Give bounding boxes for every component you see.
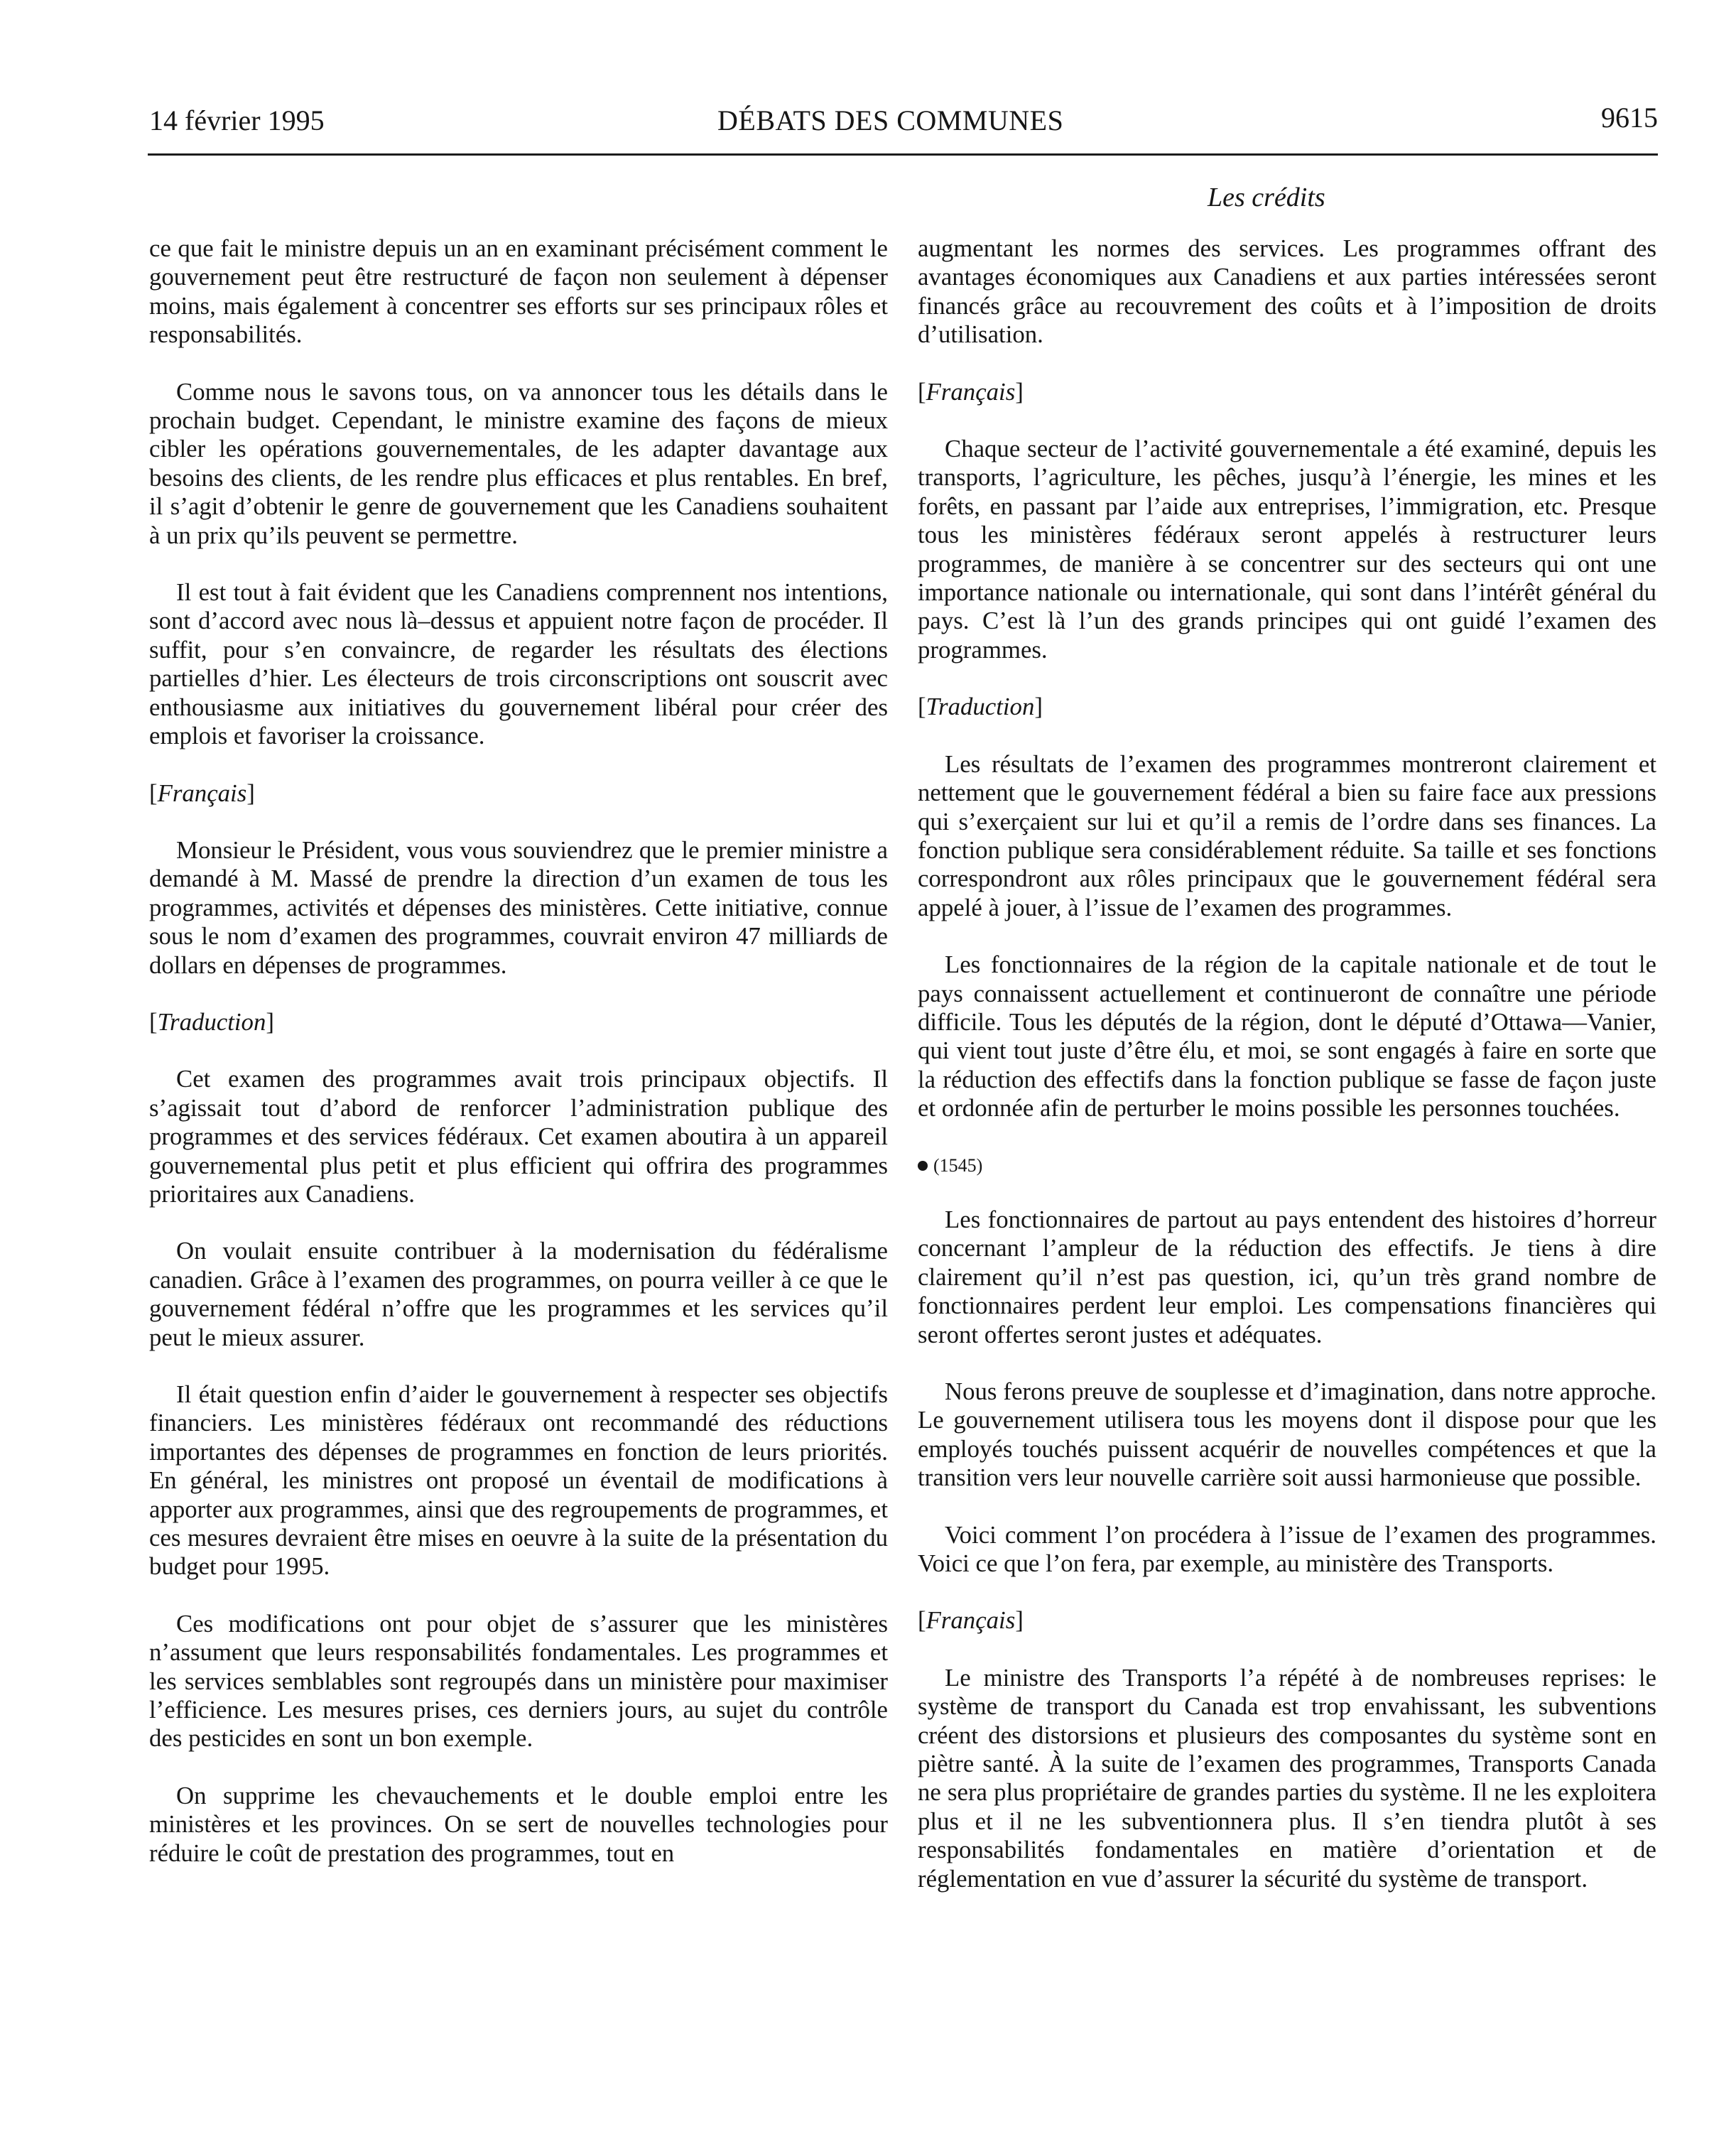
paragraph: Les fonctionnaires de la région de la capitale nationale et de tout le pays connaissent actuellement et continueront de connaître une période difficile. Tous les députés de la région, dont le député d’Ottawa—Vanier, qui vient tout juste d’être élu, et moi, se sont engagés à faire en sorte que la réduction des effectifs dans la fonction publique se fasse de façon juste et ordonnée afin de perturber le moins possible les personnes touchées. [918,951,1656,1122]
header-rule [148,153,1658,156]
section-title: Les crédits [1208,183,1325,212]
language-tag-label: Français [157,779,247,807]
paragraph: Voici comment l’on procédera à l’issue de l’examen des programmes. Voici ce que l’on fera, par exemple, au ministère des Transports. [918,1520,1656,1578]
language-tag: [Traduction] [918,693,1043,721]
paragraph: Les fonctionnaires de partout au pays entendent des histoires d’horreur concernant l’ampleur de la réduction des effectifs. Je tiens à dire clairement qu’il n’est pas question, ici, qu’un très grand nombre de fonctionnaires perdent leur emploi. Les compensations financières qui seront offertes seront justes et adéquates. [918,1205,1656,1348]
paragraph: ce que fait le ministre depuis un an en examinant précisément comment le gouvernement peut être restructuré de façon non seulement à dépenser moins, mais également à concentrer ses efforts sur ses principaux rôles et responsabilités. [149,234,888,349]
language-tag-label: Traduction [157,1007,266,1036]
paragraph: Cet examen des programmes avait trois principaux objectifs. Il s’agissait tout d’abord de renforcer l’administration publique des programmes et des services fédéraux. Cet examen aboutira à un appareil gouvernemental plus petit et plus efficient qui offrira des programmes prioritaires aux Canadiens. [149,1065,888,1208]
paragraph: On voulait ensuite contribuer à la modernisation du fédéralisme canadien. Grâce à l’examen des programmes, on pourra veiller à ce que le gouvernement fédéral n’offre que les programmes et les services qu’il peut le mieux assurer. [149,1237,888,1351]
language-tag: [Traduction] [149,1007,274,1036]
timestamp-label: (1545) [933,1154,983,1176]
language-tag-label: Français [926,1606,1016,1635]
paragraph: Nous ferons preuve de souplesse et d’imagination, dans notre approche. Le gouvernement utilisera tous les moyens dont il dispose pour que les employés touchés puissent acquérir de nouvelles compétences et que la transition vers leur nouvelle carrière soit aussi harmonieuse que possible. [918,1378,1656,1492]
language-tag-label: Traduction [926,693,1035,721]
language-tag-label: Français [926,377,1016,406]
language-tag: [Français] [149,779,255,807]
header-title: DÉBATS DES COMMUNES [717,104,1064,136]
paragraph: Il est tout à fait évident que les Canadiens comprennent nos intentions, sont d’accord avec nous là–dessus et appuient notre façon de procéder. Il suffit, pour s’en convaincre, de regarder les résultats des élections partielles d’hier. Les électeurs de trois circonscriptions ont souscrit avec enthousiasme aux initiatives du gouvernement libéral pour créer des emplois et favoriser la croissance. [149,578,888,750]
timestamp [918,1152,1656,1180]
paragraph: Les résultats de l’examen des programmes montreront clairement et nettement que le gouvernement fédéral a bien su faire face aux pressions qui s’exerçaient sur lui et qu’il a remis de l’ordre dans ses finances. La fonction publique sera considérablement réduite. Sa taille et ses fonctions correspondront aux rôles principaux que le gouvernement fédéral sera appelé à jouer, à l’issue de l’examen des programmes. [918,749,1656,921]
language-tag: [Français] [918,377,1024,406]
paragraph: Il était question enfin d’aider le gouvernement à respecter ses objectifs financiers. Les ministères fédéraux ont recommandé des réductions importantes des dépenses de programmes en fonction de leurs priorités. En général, les ministres ont proposé un éventail de modifications à apporter aux programmes, ainsi que des regroupements de programmes, et ces mesures devraient être mises en oeuvre à la suite de la présentation du budget pour 1995. [149,1380,888,1581]
paragraph: On supprime les chevauchements et le double emploi entre les ministères et les provinces. On se sert de nouvelles technologies pour réduire le coût de prestation des programmes, tout en [149,1781,888,1867]
paragraph: Chaque secteur de l’activité gouvernementale a été examiné, depuis les transports, l’agriculture, les pêches, jusqu’à l’énergie, les mines et les forêts, en passant par l’aide aux entreprises, l’immigration, etc. Presque tous les ministères fédéraux seront appelés à restructurer leurs programmes, de manière à se concentrer sur des secteurs qui ont une importance nationale ou internationale, qui sont dans l’intérêt général du pays. C’est là l’un des grands principes qui ont guidé l’examen des programmes. [918,435,1656,664]
paragraph: Monsieur le Président, vous vous souviendrez que le premier ministre a demandé à M. Massé de prendre la direction d’un examen de tous les programmes, activités et dépenses des ministères. Cette initiative, connue sous le nom d’examen des programmes, couvrait environ 47 milliards de dollars en dépenses de programmes. [149,835,888,979]
paragraph: Le ministre des Transports l’a répété à de nombreuses reprises: le système de transport du Canada est trop envahissant, les subventions créent des distorsions et plusieurs des composantes du système sont en piètre santé. À la suite de l’examen des programmes, Transports Canada ne sera plus propriétaire de grandes parties du système. Il ne les exploitera plus et il ne les subventionnera plus. Il s’en tiendra plutôt à ses responsabilités fondamentales en matière d’orientation et de réglementation en vue d’assurer la sécurité du système de transport. [918,1663,1656,1893]
left-column [149,234,888,1896]
paragraph: augmentant les normes des services. Les programmes offrant des avantages économiques aux Canadiens et aux parties intéressées seront financés grâce au recouvrement des coûts et à l’imposition de droits d’utilisation. [918,234,1656,349]
paragraph: Comme nous le savons tous, on va annoncer tous les détails dans le prochain budget. Cependant, le ministre examine des façons de mieux cibler les opérations gouvernementales, de les adapter davantage aux besoins des clients, de les rendre plus efficaces et plus rentables. En bref, il s’agit d’obtenir le genre de gouvernement que les Canadiens souhaitent à un prix qu’ils peuvent se permettre. [149,377,888,549]
right-column [918,234,1656,1922]
page-number: 9615 [1601,102,1658,134]
paragraph: Ces modifications ont pour objet de s’assurer que les ministères n’assument que leurs responsabilités fondamentales. Les programmes et les services semblables sont regroupés dans un ministère pour maximiser l’efficience. Les mesures prises, ces derniers jours, au sujet du contrôle des pesticides en sont un bon exemple. [149,1609,888,1753]
bullet-icon [918,1161,928,1171]
language-tag: [Français] [918,1606,1024,1635]
header-date: 14 février 1995 [149,104,325,136]
